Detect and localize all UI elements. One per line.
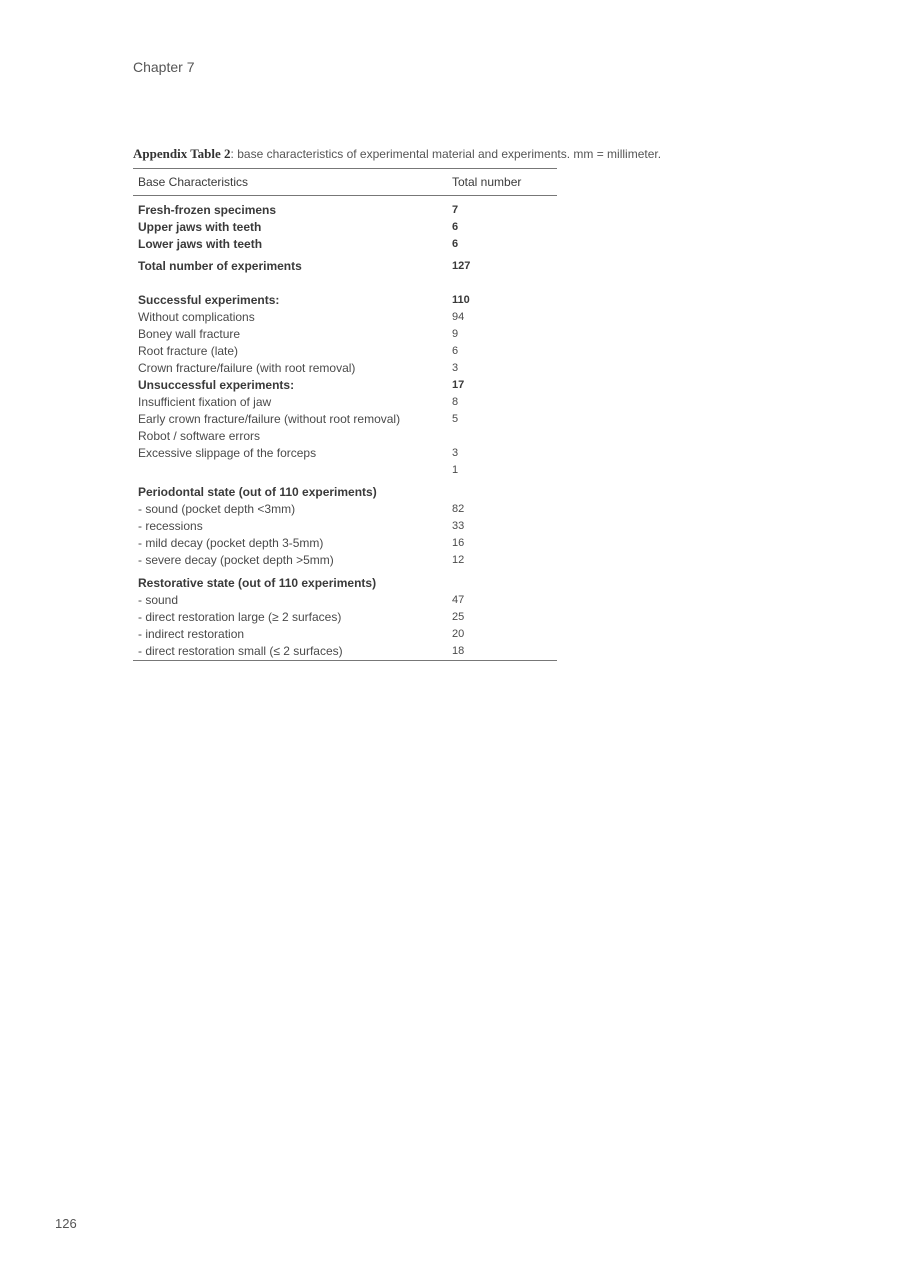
table-row [133, 609, 557, 626]
row-label: Fresh-frozen specimens [138, 203, 277, 217]
row-label: Unsuccessful experiments: [138, 378, 295, 392]
table-row [133, 501, 557, 518]
row-label: - indirect restoration [138, 627, 245, 641]
row-value: 110 [452, 294, 470, 306]
row-label: Total number of experiments [138, 259, 302, 273]
row-value [452, 575, 557, 592]
table-row [133, 258, 557, 275]
table-caption-label: Appendix Table 2 [133, 146, 231, 161]
row-label: Crown fracture/failure (with root removal) [138, 361, 356, 375]
row-label: - sound (pocket depth <3mm) [138, 502, 296, 516]
row-label: Upper jaws with teeth [138, 220, 262, 234]
table-row [133, 484, 557, 501]
row-value: 82 [452, 503, 465, 515]
table-row [133, 377, 557, 394]
column-header-total: Total number [452, 175, 522, 189]
table-row [133, 360, 557, 377]
table-row [133, 394, 557, 411]
row-value: 47 [452, 594, 465, 606]
row-value: 3 [452, 447, 459, 459]
row-value: 5 [452, 413, 459, 425]
row-value: 20 [452, 628, 465, 640]
table-row [133, 592, 557, 609]
column-header-characteristics: Base Characteristics [138, 175, 249, 189]
table-row [133, 309, 557, 326]
row-label: - mild decay (pocket depth 3-5mm) [138, 536, 324, 550]
row-label [133, 462, 452, 479]
table-body [133, 196, 557, 660]
table-row [133, 236, 557, 253]
page-number: 126 [55, 1216, 77, 1231]
row-value: 17 [452, 379, 465, 391]
table-caption [133, 146, 661, 162]
table-row [133, 219, 557, 236]
row-value: 6 [452, 221, 459, 233]
row-value [452, 484, 557, 501]
row-label: Early crown fracture/failure (without root removal) [138, 412, 401, 426]
table-row [133, 326, 557, 343]
row-label: Successful experiments: [138, 293, 280, 307]
table-row [133, 428, 557, 445]
row-value: 6 [452, 238, 459, 250]
table-row [133, 343, 557, 360]
row-value: 25 [452, 611, 465, 623]
table-row [133, 411, 557, 428]
table-row [133, 518, 557, 535]
table-row [133, 626, 557, 643]
table-row [133, 575, 557, 592]
row-value [452, 428, 557, 445]
row-label: Lower jaws with teeth [138, 237, 263, 251]
table-row [133, 445, 557, 462]
table-row [133, 462, 557, 479]
row-value: 8 [452, 396, 459, 408]
row-label: Root fracture (late) [138, 344, 239, 358]
row-value: 33 [452, 520, 465, 532]
row-label: Periodontal state (out of 110 experiments) [138, 485, 377, 499]
row-label: - direct restoration large (≥ 2 surfaces) [138, 610, 342, 624]
table-row [133, 202, 557, 219]
row-label: Robot / software errors [138, 429, 261, 443]
table-header-row [133, 169, 557, 196]
row-value: 7 [452, 204, 459, 216]
row-label: Insufficient fixation of jaw [138, 395, 272, 409]
row-value: 16 [452, 537, 465, 549]
row-value: 9 [452, 328, 459, 340]
row-value: 3 [452, 362, 459, 374]
running-header: Chapter 7 [133, 59, 195, 75]
row-value: 6 [452, 345, 459, 357]
row-label: - recessions [138, 519, 203, 533]
row-label: Restorative state (out of 110 experiments) [138, 576, 377, 590]
table-row [133, 552, 557, 569]
row-value: 1 [452, 464, 459, 476]
row-value: 18 [452, 645, 465, 657]
row-value: 127 [452, 260, 471, 272]
table-row [133, 643, 557, 660]
row-label: - direct restoration small (≤ 2 surfaces) [138, 644, 343, 658]
table-row [133, 535, 557, 552]
row-label: Excessive slippage of the forceps [138, 446, 317, 460]
table-row [133, 292, 557, 309]
row-label: Without complications [138, 310, 255, 324]
characteristics-table [133, 168, 557, 661]
row-label: Boney wall fracture [138, 327, 241, 341]
table-caption-text: : base characteristics of experimental material and experiments. mm = millimeter. [230, 147, 662, 161]
row-label: - severe decay (pocket depth >5mm) [138, 553, 334, 567]
row-label: - sound [138, 593, 179, 607]
row-value: 94 [452, 311, 465, 323]
row-value: 12 [452, 554, 465, 566]
